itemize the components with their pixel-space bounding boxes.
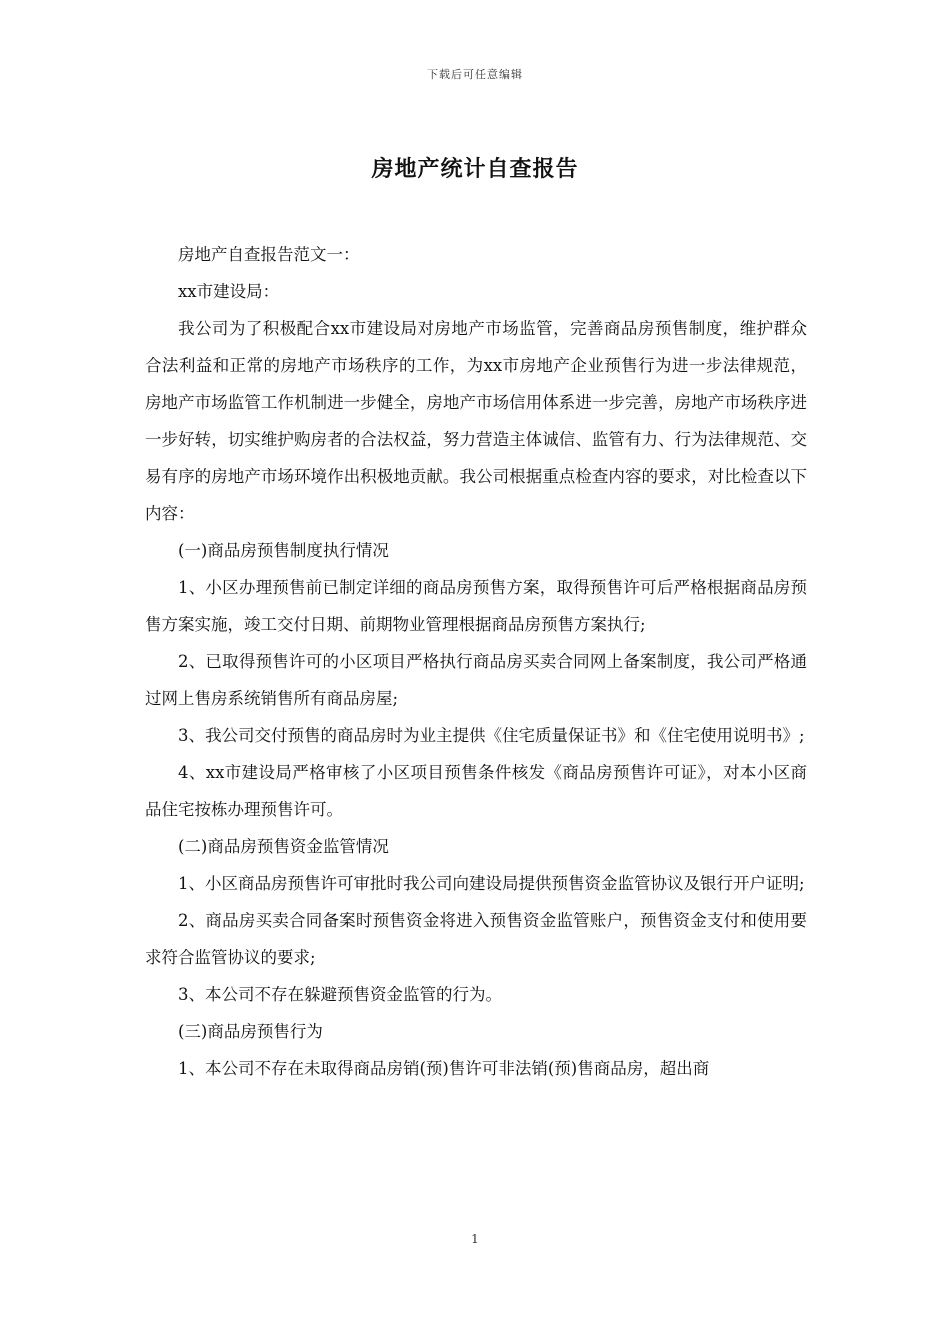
page-number: 1	[471, 1232, 479, 1246]
paragraph-overview: 我公司为了积极配合xx市建设局对房地产市场监管，完善商品房预售制度，维护群众合法利益和正常的房地产市场秩序的工作，为xx市房地产企业预售行为进一步法律规范，房地产市场监管工作机制进一步健全，房地产市场信用体系进一步完善，房地产市场秩序进一步好转，切实维护购房者的合法权益，努力营造主体诚信、监管有力、行为法律规范、交易有序的房地产市场环境作出积极地贡献。我公司根据重点检查内容的要求，对比检查以下内容：	[145, 319, 807, 523]
paragraph-item: 3、我公司交付预售的商品房时为业主提供《住宅质量保证书》和《住宅使用说明书》;	[178, 726, 805, 745]
section-heading-1: (一)商品房预售制度执行情况	[178, 541, 389, 560]
paragraph-item: 2、商品房买卖合同备案时预售资金将进入预售资金监管账户，预售资金支付和使用要求符合监管协议的要求;	[145, 911, 807, 967]
section-heading-3: (三)商品房预售行为	[178, 1022, 323, 1041]
paragraph-addressee: xx市建设局：	[178, 282, 280, 301]
paragraph-item: 3、本公司不存在躲避预售资金监管的行为。	[178, 985, 502, 1004]
paragraph-item: 1、小区办理预售前已制定详细的商品房预售方案，取得预售许可后严格根据商品房预售方案实施，竣工交付日期、前期物业管理根据商品房预售方案执行;	[145, 578, 807, 634]
document-body	[145, 236, 807, 1087]
page-header: 下载后可任意编辑	[427, 68, 523, 81]
paragraph-item: 1、本公司不存在未取得商品房销(预)售许可非法销(预)售商品房，超出商	[178, 1059, 710, 1078]
paragraph-intro: 房地产自查报告范文一：	[178, 245, 360, 264]
paragraph-item: 2、已取得预售许可的小区项目严格执行商品房买卖合同网上备案制度，我公司严格通过网上售房系统销售所有商品房屋;	[145, 652, 807, 708]
paragraph-item: 4、xx市建设局严格审核了小区项目预售条件核发《商品房预售许可证》，对本小区商品住宅按栋办理预售许可。	[145, 763, 807, 819]
section-heading-2: (二)商品房预售资金监管情况	[178, 837, 389, 856]
paragraph-item: 1、小区商品房预售许可审批时我公司向建设局提供预售资金监管协议及银行开户证明;	[178, 874, 805, 893]
document-title: 房地产统计自查报告	[371, 156, 579, 182]
